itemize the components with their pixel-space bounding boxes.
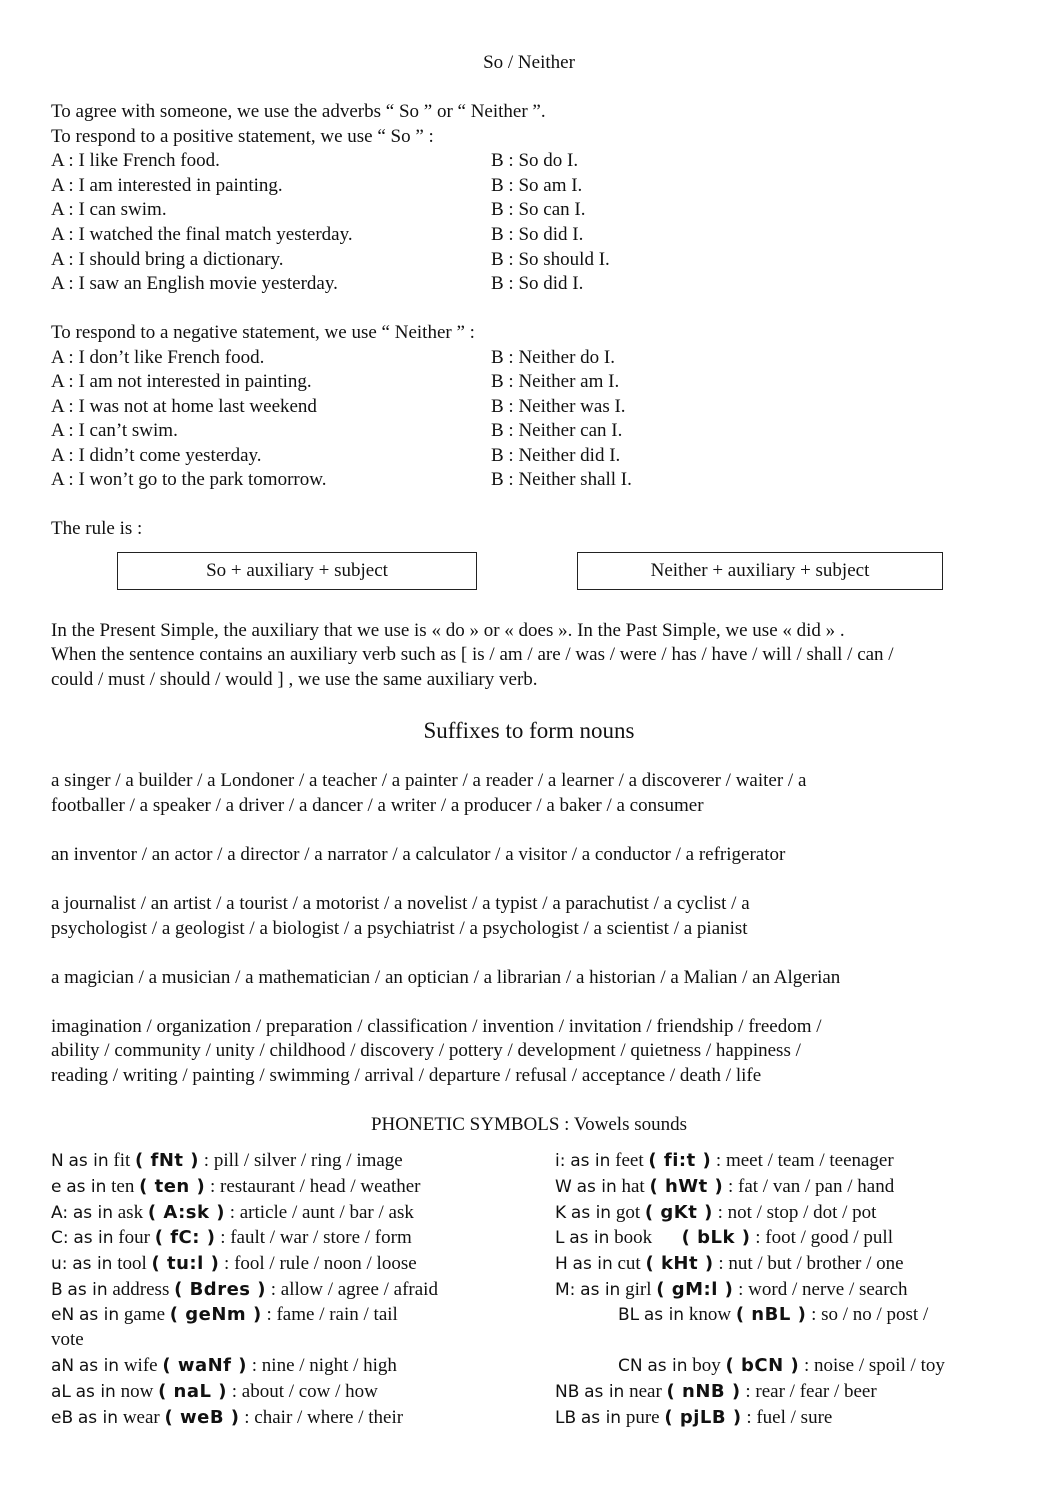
example-list: : word / nerve / search <box>733 1279 908 1300</box>
intro-paragraph-line: To agree with someone, we use the adverbs “ So ” or “ Neither ”. <box>51 101 546 122</box>
phonetic-symbol: e <box>51 1177 62 1197</box>
phonetic-entry <box>555 1253 904 1275</box>
example-word: know <box>688 1304 732 1325</box>
transcription: ( waNf ) <box>162 1355 248 1376</box>
as-in-label: as in <box>576 1177 617 1197</box>
phonetic-entry <box>51 1227 412 1249</box>
as-in-label: as in <box>570 1151 611 1171</box>
negative-intro: To respond to a negative statement, we use “ Neither ” : <box>51 322 475 343</box>
positive-intro: To respond to a positive statement, we use “ So ” : <box>51 126 434 147</box>
transcription: ( A:sk ) <box>147 1202 225 1223</box>
example-word: fit <box>113 1150 131 1171</box>
transcription: ( bCN ) <box>725 1355 800 1376</box>
response-b: B : So should I. <box>491 249 610 270</box>
example-word: feet <box>615 1150 644 1171</box>
phonetic-symbol: eN <box>51 1305 75 1325</box>
suffix-line: ability / community / unity / childhood / discovery / pottery / development / quietness / happiness / <box>51 1040 801 1061</box>
example-word: hat <box>621 1176 645 1197</box>
statement-a: A : I saw an English movie yesterday. <box>51 273 338 294</box>
example-list: : article / aunt / bar / ask <box>224 1202 414 1223</box>
as-in-label: as in <box>72 1203 113 1223</box>
example-word: ask <box>117 1202 144 1223</box>
phonetic-symbol: NB <box>555 1382 580 1402</box>
suffix-line: psychologist / a geologist / a biologist / a psychiatrist / a psychologist / a scientist / a pianist <box>51 918 748 939</box>
example-word: near <box>629 1381 662 1402</box>
as-in-label: as in <box>584 1382 625 1402</box>
phonetic-symbol: CN <box>618 1356 643 1376</box>
statement-a: A : I was not at home last weekend <box>51 396 317 417</box>
as-in-label: as in <box>72 1254 113 1274</box>
transcription: ( kHt ) <box>645 1253 714 1274</box>
as-in-label: as in <box>75 1382 116 1402</box>
example-list: : not / stop / dot / pot <box>712 1202 877 1223</box>
response-b: B : So can I. <box>491 199 586 220</box>
phonetics-heading: PHONETIC SYMBOLS : Vowels sounds <box>370 1114 687 1135</box>
suffix-line: footballer / a speaker / a driver / a dancer / a writer / a producer / a baker / a consumer <box>51 795 704 816</box>
phonetic-entry <box>51 1304 398 1326</box>
statement-a: A : I should bring a dictionary. <box>51 249 284 270</box>
phonetic-symbol: H <box>555 1254 568 1274</box>
phonetic-entry <box>51 1150 403 1172</box>
suffixes-heading: Suffixes to form nouns <box>423 718 635 743</box>
example-word: ten <box>111 1176 135 1197</box>
transcription: ( bLk ) <box>681 1227 751 1248</box>
example-word: four <box>118 1227 150 1248</box>
example-list: : fuel / sure <box>741 1407 833 1428</box>
transcription: ( tu:l ) <box>151 1253 220 1274</box>
rule-so-text: So + auxiliary + subject <box>206 560 388 581</box>
response-b: B : So did I. <box>491 224 584 245</box>
transcription: ( nNB ) <box>666 1381 741 1402</box>
phonetic-symbol: eB <box>51 1408 74 1428</box>
transcription: ( fC: ) <box>154 1227 216 1248</box>
as-in-label: as in <box>77 1408 119 1428</box>
phonetic-entry <box>618 1355 945 1377</box>
example-list: : fame / rain / tail <box>261 1304 398 1325</box>
example-list: : foot / good / pull <box>750 1227 893 1248</box>
example-word: pure <box>625 1407 660 1428</box>
as-in-label: as in <box>78 1305 120 1325</box>
transcription: ( naL ) <box>158 1381 227 1402</box>
phonetic-symbol: aL <box>51 1382 71 1402</box>
phonetic-symbol: M: <box>555 1280 576 1300</box>
suffix-line: a magician / a musician / a mathematician / an optician / a librarian / a historian / a Malian / an Algerian <box>51 967 841 988</box>
example-list: : noise / spoil / toy <box>799 1355 945 1376</box>
statement-a: A : I won’t go to the park tomorrow. <box>51 469 327 490</box>
phonetic-entry <box>51 1279 438 1301</box>
statement-a: A : I can’t swim. <box>51 420 178 441</box>
explanation-line: When the sentence contains an auxiliary verb such as [ is / am / are / was / were / has / have / will / shall / can / <box>51 644 894 665</box>
response-b: B : So am I. <box>491 175 583 196</box>
example-word: book <box>614 1227 653 1248</box>
phonetic-entry <box>555 1150 894 1172</box>
example-list: : about / cow / how <box>226 1381 378 1402</box>
suffix-line: reading / writing / painting / swimming / arrival / departure / refusal / acceptance / death / life <box>51 1065 762 1086</box>
phonetic-entry <box>555 1202 876 1224</box>
explanation-line: could / must / should / would ] , we use the same auxiliary verb. <box>51 669 538 690</box>
transcription: ( Bdres ) <box>174 1279 266 1300</box>
suffix-line: a singer / a builder / a Londoner / a teacher / a painter / a reader / a learner / a discoverer / waiter / a <box>51 770 807 791</box>
example-list: : fault / war / store / form <box>215 1227 412 1248</box>
statement-a: A : I am interested in painting. <box>51 175 283 196</box>
transcription: ( pjLB ) <box>664 1407 742 1428</box>
example-list: : rear / fear / beer <box>740 1381 877 1402</box>
phonetic-entry <box>555 1227 893 1249</box>
transcription: ( gKt ) <box>644 1202 713 1223</box>
phonetic-entry <box>51 1176 420 1198</box>
response-b: B : Neither shall I. <box>491 469 632 490</box>
phonetic-symbol: u: <box>51 1254 68 1274</box>
example-list: : so / no / post / <box>806 1304 929 1325</box>
phonetic-entry <box>555 1381 877 1403</box>
example-list: : nut / but / brother / one <box>713 1253 904 1274</box>
as-in-label: as in <box>580 1280 621 1300</box>
response-b: B : Neither did I. <box>491 445 621 466</box>
phonetic-entry <box>618 1304 928 1326</box>
response-b: B : Neither can I. <box>491 420 623 441</box>
phonetic-entry <box>51 1253 417 1275</box>
example-list: : fat / van / pan / hand <box>723 1176 895 1197</box>
transcription: ( fNt ) <box>135 1150 200 1171</box>
transcription: ( fi:t ) <box>648 1150 712 1171</box>
example-list: : chair / where / their <box>239 1407 404 1428</box>
as-in-label: as in <box>67 1280 108 1300</box>
phonetic-symbol: A: <box>51 1203 69 1223</box>
suffix-line: an inventor / an actor / a director / a narrator / a calculator / a visitor / a conductor / a refrigerator <box>51 844 786 865</box>
statement-a: A : I didn’t come yesterday. <box>51 445 262 466</box>
transcription: ( hWt ) <box>649 1176 724 1197</box>
example-word: game <box>123 1304 166 1325</box>
response-b: B : So do I. <box>491 150 579 171</box>
as-in-label: as in <box>73 1228 114 1248</box>
example-list: : fool / rule / noon / loose <box>219 1253 417 1274</box>
rule-box-neither <box>577 552 943 590</box>
phonetic-entry <box>51 1202 414 1224</box>
response-b: B : Neither was I. <box>491 396 626 417</box>
response-b: B : Neither do I. <box>491 347 616 368</box>
as-in-label: as in <box>78 1356 120 1376</box>
as-in-label: as in <box>569 1228 610 1248</box>
phonetic-symbol: BL <box>618 1305 640 1325</box>
example-list: : pill / silver / ring / image <box>199 1150 403 1171</box>
phonetic-symbol: L <box>555 1228 565 1248</box>
transcription: ( nBL ) <box>735 1304 807 1325</box>
phonetic-symbol: C: <box>51 1228 69 1248</box>
rule-neither-text: Neither + auxiliary + subject <box>650 560 870 581</box>
suffix-line: imagination / organization / preparation / classification / invention / invitation / friendship / freedom / <box>51 1016 822 1037</box>
transcription: ( weB ) <box>164 1407 240 1428</box>
example-list: : allow / agree / afraid <box>265 1279 438 1300</box>
example-list: : meet / team / teenager <box>711 1150 894 1171</box>
example-list: : restaurant / head / weather <box>205 1176 421 1197</box>
example-word: got <box>615 1202 641 1223</box>
as-in-label: as in <box>66 1177 107 1197</box>
example-word: wear <box>122 1407 160 1428</box>
phonetic-symbol: N <box>51 1151 64 1171</box>
transcription: ( geNm ) <box>169 1304 262 1325</box>
phonetic-symbol: K <box>555 1203 567 1223</box>
as-in-label: as in <box>570 1203 612 1223</box>
example-word: address <box>112 1279 170 1300</box>
statement-a: A : I don’t like French food. <box>51 347 265 368</box>
transcription: ( ten ) <box>139 1176 206 1197</box>
as-in-label: as in <box>580 1408 622 1428</box>
page-title: So / Neither <box>483 52 575 73</box>
statement-a: A : I like French food. <box>51 150 220 171</box>
phonetic-symbol: B <box>51 1280 63 1300</box>
statement-a: A : I watched the final match yesterday. <box>51 224 353 245</box>
phonetic-symbol: W <box>555 1177 572 1197</box>
phonetic-entry <box>555 1176 894 1198</box>
as-in-label: as in <box>647 1356 688 1376</box>
example-word: now <box>120 1381 154 1402</box>
phonetic-entry <box>555 1279 908 1301</box>
rule-label: The rule is : <box>51 518 143 539</box>
suffix-line: a journalist / an artist / a tourist / a motorist / a novelist / a typist / a parachutist / a cyclist / a <box>51 893 750 914</box>
as-in-label: as in <box>68 1151 109 1171</box>
response-b: B : So did I. <box>491 273 584 294</box>
phonetic-entry <box>51 1381 378 1403</box>
phonetic-symbol: LB <box>555 1408 577 1428</box>
statement-a: A : I can swim. <box>51 199 167 220</box>
statement-a: A : I am not interested in painting. <box>51 371 312 392</box>
response-b: B : Neither am I. <box>491 371 620 392</box>
phonetic-symbol: aN <box>51 1356 75 1376</box>
phonetic-entry <box>51 1355 397 1377</box>
example-word: cut <box>617 1253 641 1274</box>
example-word: tool <box>117 1253 147 1274</box>
as-in-label: as in <box>572 1254 613 1274</box>
example-word: boy <box>692 1355 721 1376</box>
as-in-label: as in <box>643 1305 685 1325</box>
phonetic-entry <box>51 1407 403 1429</box>
example-word: wife <box>123 1355 158 1376</box>
example-word: girl <box>625 1279 652 1300</box>
wrapped-example-word: vote <box>51 1329 84 1350</box>
transcription: ( gM:l ) <box>656 1279 734 1300</box>
example-list: : nine / night / high <box>247 1355 397 1376</box>
rule-box-so <box>117 552 477 590</box>
phonetic-symbol: i: <box>555 1151 566 1171</box>
phonetic-entry <box>555 1407 832 1429</box>
explanation-line: In the Present Simple, the auxiliary that we use is « do » or « does ». In the Past Simple, we use « did » . <box>51 620 845 641</box>
